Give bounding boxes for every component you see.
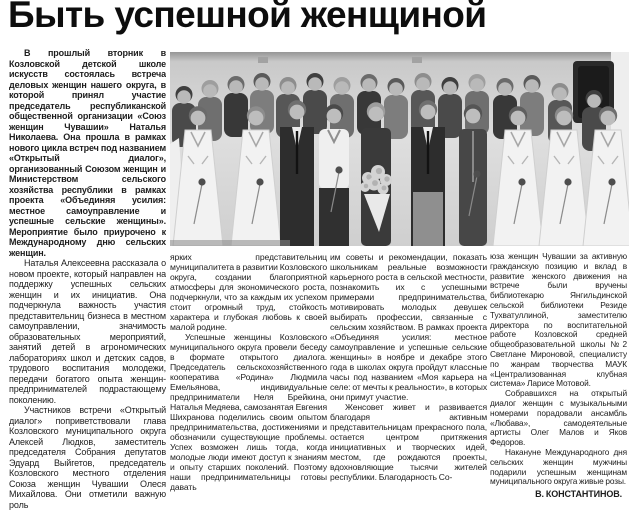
paragraph: Наталья Алексеевна рассказала о новом проекте, который направлен на поддержку успешных сельских женщин и их инициатив. Она подчеркнула важность участия представительниц бизнеса в местном самоуправлении, значимость образовательных мероприятий, занятий детей в агрономических лабораториях школ и детских садов, трудового воспитания молодежи, передачи богатого опыта женщин-предпринимателей подрастающему поколению.: [9, 258, 166, 405]
wall-vent-icon: [412, 57, 422, 63]
paragraph: Женсовет живет и развивается благодаря активным представительницам прекрасного пола, остается центром притяжения инициативных и творческих идей, местом, где рождаются проекты, вдохновляющие тысячи жителей республики. Благодарность Со-: [330, 402, 487, 482]
author-byline: В. КОНСТАНТИНОВ.: [535, 489, 622, 500]
text-column-2: [170, 252, 327, 512]
group-photo-image: [170, 52, 629, 246]
group-photo: [170, 52, 629, 246]
floor-shadow: [170, 240, 290, 246]
paragraph-continuation: юза женщин Чувашии за активную гражданскую позицию и вклад в развитие женского движения на встрече были вручены библиотекарю Янгильдинской сельской библиотеки Резиде Тухватуллиной, заместителю директора по воспитательной работе Козловской средней общеобразовательной школы №2 Светлане Мироновой, специалисту по жанрам творчества МАУК «Централизованная клубная система» Ларисе Мотовой.: [490, 252, 627, 389]
paragraph-continuation: ярких представительниц муниципалитета в развитии Козловского округа, создании благоприятной атмосферы для экономического роста, подчеркнули, что за каждым их успехом стоит огромный труд, стойкость характера и глубокая любовь к своей малой родине.: [170, 252, 327, 332]
paragraph: Накануне Международного дня сельских женщин мужчины подарили успешным женщинам муниципального округа живые розы.: [490, 446, 627, 487]
paragraph: Собравшихся на открытый диалог женщин с музыкальными номерами порадовали ансамбль «Любава», самодеятельные артисты Олег Малов и Яков Федоров.: [490, 388, 627, 448]
paragraph-continuation: им советы и рекомендации, показать школьникам реальные возможности карьерного роста в сельской местности, познакомить их с успешными примерами предпринимательства, мотивировать молодых девушек выбирать профессии, связанные с сельским хозяйством. В рамках проекта «Объединяя усилия: местное самоуправление и успешные сельские женщины» в ноябре и декабре этого года в школах округа пройдут классные часы под названием «Моя карьера на селе: от мечты к реальности», в которых они примут участие.: [330, 252, 487, 402]
headline: Быть успешной женщиной: [8, 0, 487, 35]
text-column-4: [490, 252, 627, 512]
wall-vent-icon: [258, 57, 268, 63]
paragraph: Участников встречи «Открытый диалог» поприветствовали глава Козловского муниципального округа Алексей Людков, заместитель председателя Собрания депутатов Эдуард Выйгетов, председатель Козловского местного отделения Союза женщин Чувашии Олеся Михайлова. Они отметили важную роль: [9, 405, 166, 510]
text-column-1: [9, 48, 166, 511]
text-column-3: [330, 252, 487, 512]
paragraph: Успешные женщины Козловского муниципального округа провели беседу в формате открытого диалога. Председатель сельскохозяйственного кооператива «Родина» Людмила Емельянова, индивидуальные предприниматели Неля Брейкина, Наталья Медяева, самозанятая Евгения Шихранова поделились своим опытом предпринимательства, достижениями и обозначили существующие проблемы. Успех возможен лишь тогда, когда молодые люди имеют доступ к знаниям и опыту старших поколений. Поэтому наши предпринимательницы готовы давать: [170, 332, 327, 492]
lead-paragraph: В прошлый вторник в Козловской детской школе искусств состоялась встреча деловых женщин нашего округа, в которой принял участие председатель республиканской общественной организации «Союз женщин Чувашии» Наталья Николаева. Она прошла в рамках нового цикла встреч под названием «Открытый диалог», организованный Союзом женщин и Министерством сельского хозяйства республики в рамках проекта «Объединяя усилия: местное самоуправление и успешные сельские женщины». Мероприятие было приурочено к Международному дню сельских женщин.: [9, 48, 166, 258]
